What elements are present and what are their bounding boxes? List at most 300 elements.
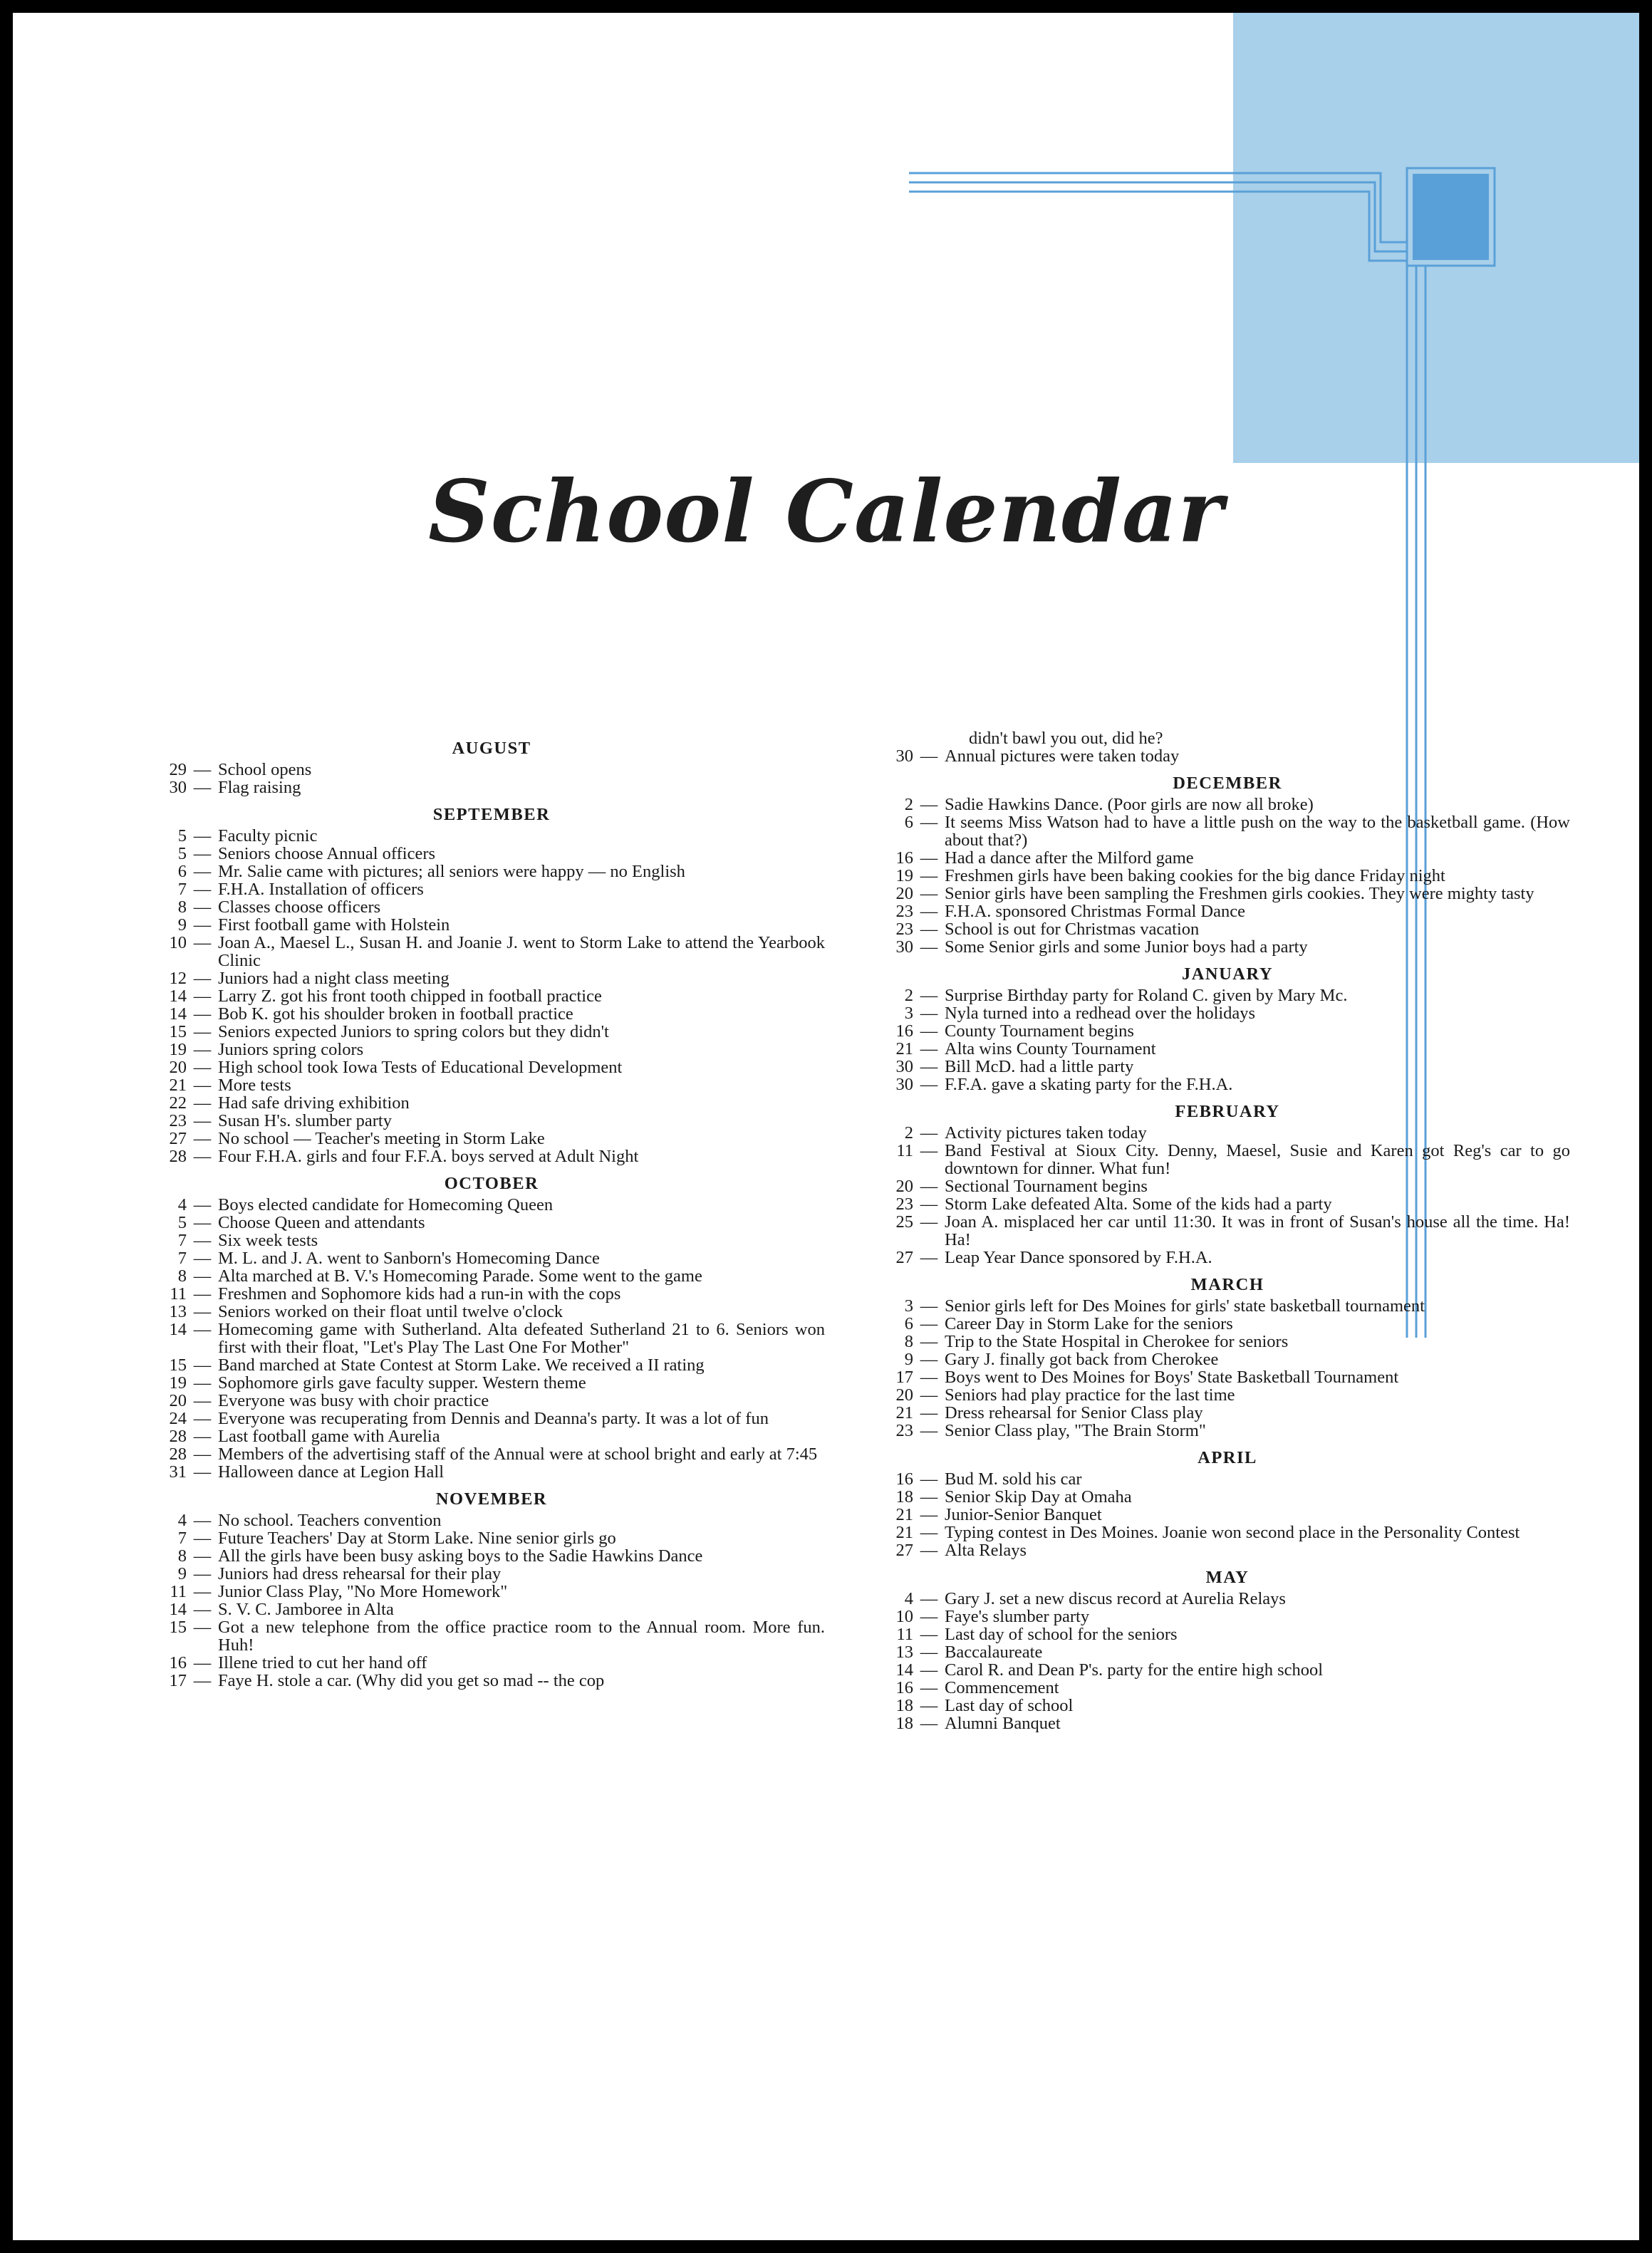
entry-text: Bill McD. had a little party [945, 1057, 1134, 1076]
entry-text: F.H.A. Installation of officers [218, 880, 424, 899]
entry-text: F.F.A. gave a skating party for the F.H.A. [945, 1075, 1233, 1094]
entry-text: Juniors had a night class meeting [218, 969, 450, 988]
entry-dash: — [920, 937, 938, 957]
entry-day: 20 [895, 1177, 913, 1196]
entry-dash: — [193, 760, 212, 779]
entry-dash: — [920, 746, 938, 766]
entry-dash: — [920, 1368, 938, 1387]
entry-text: Band marched at State Contest at Storm Lake. We received a II rating [218, 1356, 705, 1375]
entry-day: 14 [169, 1004, 187, 1024]
entry-text: Activity pictures taken today [945, 1123, 1147, 1143]
entry-day: 14 [169, 1320, 187, 1339]
calendar-entry [158, 1249, 825, 1267]
calendar-entry [158, 1356, 825, 1374]
calendar-entry [158, 761, 825, 779]
entry-dash: — [920, 1607, 938, 1626]
entry-text: Mr. Salie came with pictures; all seniors were happy — no English [218, 862, 685, 881]
entry-dash: — [193, 778, 212, 797]
entry-day: 16 [169, 1653, 187, 1672]
calendar-entry [885, 1404, 1570, 1422]
entry-text: Bud M. sold his car [945, 1469, 1082, 1489]
entry-day: 24 [169, 1409, 187, 1428]
entry-day: 7 [177, 880, 187, 899]
entry-dash: — [920, 1021, 938, 1041]
calendar-entry [158, 1445, 825, 1463]
entry-dash: — [920, 1696, 938, 1715]
entry-text: Four F.H.A. girls and four F.F.A. boys served at Adult Night [218, 1147, 639, 1166]
entry-text: Leap Year Dance sponsored by F.H.A. [945, 1248, 1212, 1267]
calendar-entry [158, 1321, 825, 1356]
entry-text: Career Day in Storm Lake for the seniors [945, 1314, 1233, 1333]
entry-day: 2 [904, 1123, 913, 1143]
entry-text: Susan H's. slumber party [218, 1111, 392, 1130]
entry-day: 7 [177, 1249, 187, 1268]
calendar-entry [158, 863, 825, 880]
entry-dash: — [193, 969, 212, 988]
entry-day: 4 [177, 1511, 187, 1530]
entry-day: 18 [895, 1487, 913, 1507]
calendar-entry [158, 1285, 825, 1303]
entry-dash: — [920, 1075, 938, 1094]
entry-day: 23 [895, 1195, 913, 1214]
calendar-entry [885, 987, 1570, 1004]
entry-text: Faye's slumber party [945, 1607, 1090, 1626]
entry-text: Typing contest in Des Moines. Joanie won second place in the Personality Contest [945, 1523, 1520, 1542]
entry-text: Seniors expected Juniors to spring colors but they didn't [218, 1022, 609, 1041]
calendar-entry [158, 1547, 825, 1565]
entry-day: 23 [169, 1111, 187, 1130]
month-heading: OCTOBER [444, 1174, 539, 1193]
entry-day: 4 [904, 1589, 913, 1608]
calendar-entry [885, 1040, 1570, 1058]
entry-text: Alta wins County Tournament [945, 1039, 1156, 1058]
entry-dash: — [920, 986, 938, 1005]
entry-text: Homecoming game with Sutherland. Alta defeated Sutherland 21 to 6. Seniors won first with their float, "Let's Play The Last One For Mother" [218, 1320, 825, 1357]
entry-day: 21 [895, 1505, 913, 1524]
entry-dash: — [920, 795, 938, 814]
entry-dash: — [920, 1248, 938, 1267]
entry-dash: — [193, 1231, 212, 1250]
entry-dash: — [920, 1541, 938, 1560]
month-heading: JANUARY [1181, 964, 1274, 984]
entry-day: 16 [895, 1469, 913, 1489]
entry-text: Last day of school [945, 1696, 1074, 1715]
entry-day: 14 [169, 987, 187, 1006]
entry-text: Got a new telephone from the office practice room to the Annual room. More fun. Huh! [218, 1618, 825, 1655]
entry-text: First football game with Holstein [218, 915, 450, 935]
entry-dash: — [920, 1487, 938, 1507]
calendar-entry [885, 1715, 1570, 1732]
entry-day: 8 [177, 1546, 187, 1566]
calendar-entry [885, 1351, 1570, 1368]
entry-day: 25 [895, 1212, 913, 1232]
entry-day: 10 [895, 1607, 913, 1626]
entry-day: 8 [904, 1332, 913, 1351]
entry-day: 5 [177, 844, 187, 863]
entry-text: Juniors had dress rehearsal for their play [218, 1564, 502, 1583]
entry-day: 17 [895, 1368, 913, 1387]
entry-text: Members of the advertising staff of the Annual were at school bright and early at 7:45 [218, 1445, 818, 1464]
calendar-entry [158, 1410, 825, 1427]
entry-text: Commencement [945, 1678, 1059, 1697]
entry-text: Alta Relays [945, 1541, 1027, 1560]
calendar-entry [158, 1041, 825, 1058]
entry-text: Joan A. misplaced her car until 11:30. It was in front of Susan's house all the time. Ha! Ha! [945, 1212, 1570, 1249]
entry-day: 30 [895, 1057, 913, 1076]
entry-text: Junior Class Play, "No More Homework" [218, 1582, 508, 1601]
entry-day: 20 [895, 1385, 913, 1405]
entry-text: Six week tests [218, 1231, 318, 1250]
entry-dash: — [920, 1505, 938, 1524]
calendar-entry [885, 920, 1570, 938]
entry-dash: — [920, 848, 938, 868]
entry-text: Faye H. stole a car. (Why did you get so mad -- the cop [218, 1671, 605, 1690]
calendar-entry [158, 845, 825, 863]
calendar-entry [885, 796, 1570, 813]
entry-dash: — [193, 1111, 212, 1130]
yearbook-page [13, 13, 1639, 2240]
entry-day: 23 [895, 1421, 913, 1440]
entry-day: 2 [904, 986, 913, 1005]
entry-dash: — [920, 884, 938, 903]
entry-day: 21 [895, 1039, 913, 1058]
entry-text: No school — Teacher's meeting in Storm Lake [218, 1129, 545, 1148]
calendar-entry [885, 1661, 1570, 1679]
entry-text: Senior girls left for Des Moines for girls' state basketball tournament [945, 1296, 1425, 1316]
calendar-entry [158, 779, 825, 796]
calendar-entry [885, 1625, 1570, 1643]
entry-dash: — [193, 1058, 212, 1077]
entry-day: 16 [895, 1678, 913, 1697]
entry-text: Sophomore girls gave faculty supper. Western theme [218, 1373, 586, 1393]
entry-text: F.H.A. sponsored Christmas Formal Dance [945, 902, 1245, 921]
entry-text: Gary J. set a new discus record at Aurelia Relays [945, 1589, 1286, 1608]
entry-day: 15 [169, 1356, 187, 1375]
entry-text: More tests [218, 1076, 291, 1095]
calendar-entry [885, 1004, 1570, 1022]
entry-text: Boys elected candidate for Homecoming Queen [218, 1195, 554, 1214]
calendar-entry [158, 1076, 825, 1094]
entry-day: 17 [169, 1671, 187, 1690]
calendar-entry [885, 885, 1570, 902]
entry-dash: — [920, 1057, 938, 1076]
entry-dash: — [193, 1391, 212, 1410]
calendar-entry [158, 1267, 825, 1285]
calendar-entry [885, 938, 1570, 956]
entry-dash: — [193, 933, 212, 952]
entry-dash: — [193, 1249, 212, 1268]
entry-dash: — [193, 1266, 212, 1286]
month-heading: APRIL [1198, 1448, 1257, 1467]
entry-day: 16 [895, 1021, 913, 1041]
entry-text: Freshmen girls have been baking cookies for the big dance Friday night [945, 866, 1445, 885]
entry-dash: — [920, 1350, 938, 1369]
entry-dash: — [920, 1177, 938, 1196]
entry-text: Had safe driving exhibition [218, 1093, 410, 1113]
entry-day: 21 [895, 1523, 913, 1542]
entry-text: It seems Miss Watson had to have a little push on the way to the basketball game. (How about that?) [945, 813, 1570, 850]
entry-day: 15 [169, 1022, 187, 1041]
entry-day: 19 [169, 1373, 187, 1393]
entry-text: Joan A., Maesel L., Susan H. and Joanie J. went to Storm Lake to attend the Yearbook Clinic [218, 933, 825, 970]
entry-text: Classes choose officers [218, 897, 381, 917]
calendar-entry [158, 1529, 825, 1547]
entry-dash: — [193, 1409, 212, 1428]
entry-dash: — [193, 1445, 212, 1464]
calendar-entry [158, 916, 825, 934]
entry-dash: — [920, 1314, 938, 1333]
entry-dash: — [920, 1523, 938, 1542]
entry-dash: — [920, 1385, 938, 1405]
entry-day: 11 [896, 1141, 913, 1160]
calendar-entry [885, 1488, 1570, 1506]
calendar-entry [885, 1590, 1570, 1608]
entry-day: 22 [169, 1093, 187, 1113]
entry-day: 11 [170, 1284, 187, 1304]
entry-dash: — [920, 1469, 938, 1489]
entry-day: 31 [169, 1462, 187, 1482]
calendar-entry [885, 1422, 1570, 1440]
entry-day: 9 [904, 1350, 913, 1369]
entry-text: Nyla turned into a redhead over the holidays [945, 1004, 1256, 1023]
entry-dash: — [920, 1039, 938, 1058]
entry-day: 14 [169, 1600, 187, 1619]
calendar-entry [158, 1601, 825, 1618]
entry-dash: — [920, 1004, 938, 1023]
entry-text: Junior-Senior Banquet [945, 1505, 1102, 1524]
entry-day: 19 [169, 1040, 187, 1059]
entry-day: 8 [177, 897, 187, 917]
entry-day: 11 [170, 1582, 187, 1601]
calendar-entry [885, 1124, 1570, 1142]
entry-dash: — [193, 897, 212, 917]
entry-dash: — [920, 1332, 938, 1351]
entry-dash: — [193, 1004, 212, 1024]
entry-text: Baccalaureate [945, 1643, 1043, 1662]
month-heading: FEBRUARY [1175, 1102, 1280, 1121]
calendar-entry [158, 1427, 825, 1445]
entry-day: 4 [177, 1195, 187, 1214]
entry-text: Last football game with Aurelia [218, 1427, 440, 1446]
entry-text: Alta marched at B. V.'s Homecoming Parade. Some went to the game [218, 1266, 702, 1286]
calendar-entry [158, 1511, 825, 1529]
entry-text: Faculty picnic [218, 826, 318, 845]
entry-text: No school. Teachers convention [218, 1511, 442, 1530]
calendar-entry [158, 1654, 825, 1672]
calendar-entry [885, 849, 1570, 867]
entry-day: 5 [177, 1213, 187, 1232]
entry-text: Sectional Tournament begins [945, 1177, 1148, 1196]
calendar-entry [885, 1333, 1570, 1351]
entry-text: Alumni Banquet [945, 1714, 1061, 1733]
calendar-right-column [885, 729, 1570, 1732]
entry-dash: — [920, 1643, 938, 1662]
entry-text: Trip to the State Hospital in Cherokee for seniors [945, 1332, 1289, 1351]
entry-dash: — [193, 844, 212, 863]
calendar-entry [885, 902, 1570, 920]
entry-day: 15 [169, 1618, 187, 1637]
entry-day: 20 [169, 1391, 187, 1410]
entry-day: 18 [895, 1696, 913, 1715]
entry-dash: — [193, 1093, 212, 1113]
calendar-entry [885, 813, 1570, 849]
entry-text: Senior Class play, "The Brain Storm" [945, 1421, 1206, 1440]
entry-day: 16 [895, 848, 913, 868]
entry-dash: — [193, 1040, 212, 1059]
entry-text: Bob K. got his shoulder broken in football practice [218, 1004, 573, 1024]
calendar-entry [158, 1214, 825, 1232]
calendar-entry [158, 987, 825, 1005]
entry-dash: — [193, 1320, 212, 1339]
entry-dash: — [193, 1147, 212, 1166]
entry-text: Sadie Hawkins Dance. (Poor girls are now all broke) [945, 795, 1314, 814]
entry-text: Everyone was busy with choir practice [218, 1391, 489, 1410]
entry-text: Last day of school for the seniors [945, 1625, 1178, 1644]
calendar-entry [885, 1195, 1570, 1213]
entry-text: Surprise Birthday party for Roland C. given by Mary Mc. [945, 986, 1348, 1005]
entry-dash: — [920, 1212, 938, 1232]
entry-dash: — [920, 1123, 938, 1143]
calendar-entry [158, 1196, 825, 1214]
entry-day: 10 [169, 933, 187, 952]
entry-dash: — [193, 1356, 212, 1375]
month-heading: SEPTEMBER [432, 805, 551, 824]
entry-dash: — [920, 1421, 938, 1440]
calendar-entry [885, 1608, 1570, 1625]
calendar-entry [158, 1148, 825, 1165]
entry-day: 3 [904, 1004, 913, 1023]
month-heading: NOVEMBER [435, 1489, 548, 1509]
entry-text: High school took Iowa Tests of Educational Development [218, 1058, 623, 1077]
entry-text: Boys went to Des Moines for Boys' State Basketball Tournament [945, 1368, 1399, 1387]
entry-text: S. V. C. Jamboree in Alta [218, 1600, 394, 1619]
month-heading: MAY [1205, 1568, 1250, 1587]
calendar-entry [158, 1618, 825, 1654]
entry-dash: — [193, 1546, 212, 1566]
entry-day: 30 [895, 746, 913, 766]
entry-text: Band Festival at Sioux City. Denny, Maesel, Susie and Karen got Reg's car to go downtown for dinner. What fun! [945, 1141, 1570, 1178]
entry-dash: — [193, 1671, 212, 1690]
calendar-entry [158, 1232, 825, 1249]
entry-text: Illene tried to cut her hand off [218, 1653, 427, 1672]
calendar-entry [158, 1112, 825, 1130]
entry-dash: — [920, 1660, 938, 1680]
entry-dash: — [920, 920, 938, 939]
page-title: School Calendar [428, 462, 1224, 562]
entry-day: 27 [169, 1129, 187, 1148]
entry-text: Choose Queen and attendants [218, 1213, 425, 1232]
entry-dash: — [193, 915, 212, 935]
entry-dash: — [920, 1625, 938, 1644]
entry-dash: — [920, 1714, 938, 1733]
entry-day: 13 [169, 1302, 187, 1321]
entry-dash: — [920, 1195, 938, 1214]
calendar-entry [158, 1130, 825, 1148]
entry-day: 30 [895, 1075, 913, 1094]
entry-day: 27 [895, 1541, 913, 1560]
entry-day: 30 [169, 778, 187, 797]
entry-day: 28 [169, 1427, 187, 1446]
entry-text: Seniors had play practice for the last time [945, 1385, 1235, 1405]
calendar-entry [885, 1524, 1570, 1541]
entry-text: Everyone was recuperating from Dennis and Deanna's party. It was a lot of fun [218, 1409, 769, 1428]
entry-dash: — [920, 813, 938, 832]
entry-dash: — [193, 1529, 212, 1548]
entry-text: Senior girls have been sampling the Freshmen girls cookies. They were mighty tasty [945, 884, 1534, 903]
calendar-entry [885, 1249, 1570, 1266]
calendar-entry [158, 1058, 825, 1076]
entry-text: School opens [218, 760, 312, 779]
calendar-entry [158, 1094, 825, 1112]
entry-dash: — [920, 1403, 938, 1422]
calendar-entry [885, 1022, 1570, 1040]
calendar-entry [885, 1368, 1570, 1386]
entry-dash: — [193, 1653, 212, 1672]
calendar-entry [885, 1679, 1570, 1697]
calendar-entry [885, 1315, 1570, 1333]
calendar-entry [885, 747, 1570, 765]
continued-entry-text: didn't bawl you out, did he? [969, 729, 1163, 748]
entry-dash: — [193, 1076, 212, 1095]
calendar-entry [885, 867, 1570, 885]
entry-dash: — [193, 1129, 212, 1148]
month-heading: DECEMBER [1173, 774, 1282, 793]
entry-day: 8 [177, 1266, 187, 1286]
entry-dash: — [193, 880, 212, 899]
entry-dash: — [920, 1141, 938, 1160]
calendar-entry [885, 1177, 1570, 1195]
entry-dash: — [193, 1284, 212, 1304]
calendar-entry [158, 934, 825, 969]
entry-dash: — [193, 826, 212, 845]
entry-dash: — [920, 1678, 938, 1697]
entry-dash: — [193, 1373, 212, 1393]
entry-dash: — [920, 902, 938, 921]
calendar-entry [885, 1470, 1570, 1488]
blue-square-ornament [1413, 174, 1489, 260]
calendar-entry [158, 1374, 825, 1392]
entry-day: 20 [169, 1058, 187, 1077]
entry-day: 18 [895, 1714, 913, 1733]
entry-day: 21 [169, 1076, 187, 1095]
entry-text: County Tournament begins [945, 1021, 1134, 1041]
entry-day: 6 [177, 862, 187, 881]
entry-dash: — [193, 1462, 212, 1482]
entry-day: 27 [895, 1248, 913, 1267]
calendar-entry [885, 1213, 1570, 1249]
entry-dash: — [193, 1582, 212, 1601]
calendar-entry [158, 1463, 825, 1481]
calendar-entry [885, 1386, 1570, 1404]
entry-day: 28 [169, 1147, 187, 1166]
entry-dash: — [193, 1213, 212, 1232]
entry-text: Seniors choose Annual officers [218, 844, 436, 863]
calendar-entry [158, 1303, 825, 1321]
entry-text: Gary J. finally got back from Cherokee [945, 1350, 1219, 1369]
entry-dash: — [193, 1302, 212, 1321]
entry-text: Some Senior girls and some Junior boys had a party [945, 937, 1308, 957]
entry-day: 28 [169, 1445, 187, 1464]
entry-dash: — [193, 1618, 212, 1637]
entry-day: 23 [895, 920, 913, 939]
entry-day: 30 [895, 937, 913, 957]
entry-day: 7 [177, 1231, 187, 1250]
entry-day: 12 [169, 969, 187, 988]
calendar-entry [158, 898, 825, 916]
entry-day: 5 [177, 826, 187, 845]
entry-dash: — [920, 1296, 938, 1316]
entry-dash: — [193, 1022, 212, 1041]
